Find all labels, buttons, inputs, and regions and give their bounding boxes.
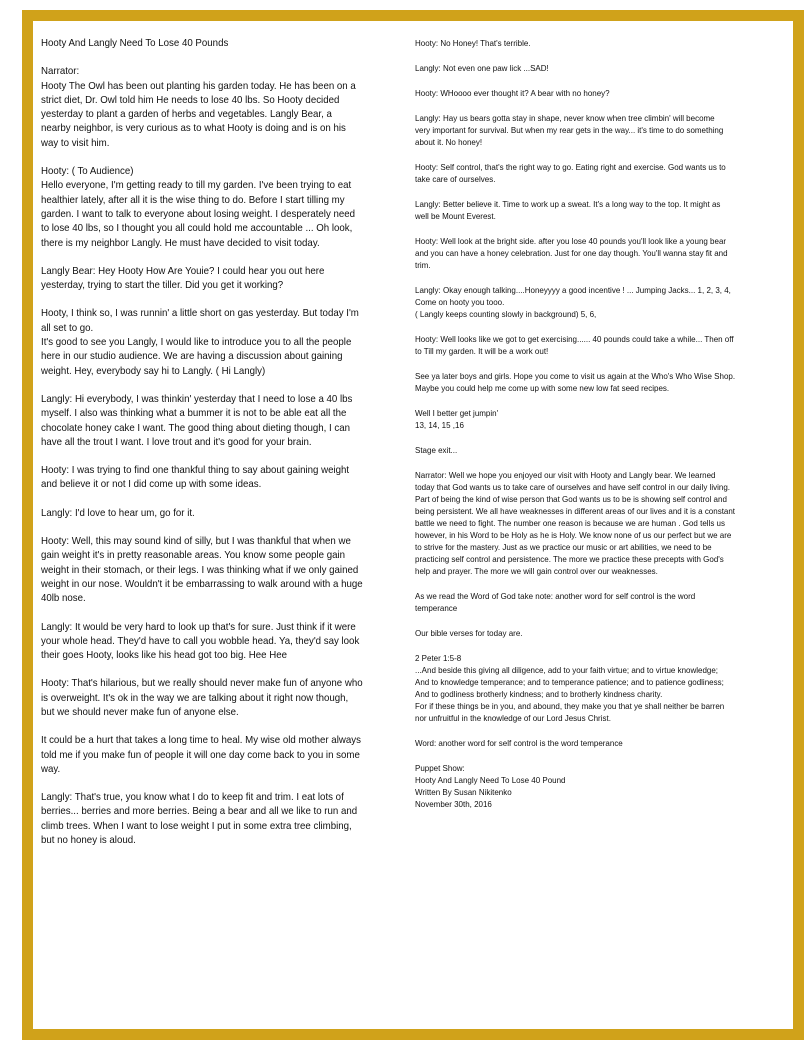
right-column <box>415 37 735 823</box>
script-title: Hooty And Langly Need To Lose 40 Pounds <box>41 38 229 49</box>
paragraph: Hooty: Self control, that's the right way to go. Eating right and exercise. God wants us to take care of ourselves. <box>415 162 726 184</box>
paragraph: Hooty: That's hilarious, but we really should never make fun of anyone who is overweight. It's ok in the way we are talking about it right now though, but we should never make fun of anyone else. <box>41 678 363 718</box>
paragraph: Well I better get jumpin' 13, 14, 15 ,16 <box>415 408 499 430</box>
left-column <box>41 37 364 862</box>
paragraph: Langly Bear: Hey Hooty How Are Youie? I could hear you out here yesterday, trying to start the tiller. Did you get it working? <box>41 265 325 292</box>
paragraph: Word: another word for self control is the word temperance <box>415 738 623 748</box>
paragraph: Our bible verses for today are. <box>415 628 523 638</box>
paragraph: Langly: That's true, you know what I do to keep fit and trim. I eat lots of berries... berries and more berries. Being a bear and all we like to run and climb trees. When I want to lose weight I put in some extra tree climbing, but no honey is aloud. <box>41 792 358 847</box>
paragraph: Langly: I'd love to hear um, go for it. <box>41 507 195 519</box>
paragraph: Stage exit... <box>415 445 458 455</box>
paragraph: Hooty: Well looks like we got to get exercising...... 40 pounds could take a while... Then off to Till my garden. It will be a work out! <box>415 334 734 356</box>
paragraph: Hooty, I think so, I was runnin' a little short on gas yesterday. But today I'm all set to go. It's good to see you Langly, I would like to introduce you to all the people here in our studio audience. We are having a discussion about gaining weight. Hey, everybody say hi to Langly. ( Hi Langly) <box>41 308 359 377</box>
paragraph: Langly: Okay enough talking....Honeyyyy a good incentive ! ... Jumping Jacks... 1, 2, 3, 4, Come on hooty you tooo. ( Langly keeps counting slowly in background) 5, 6, <box>415 285 731 319</box>
page-border-frame <box>22 10 804 1040</box>
paragraph: Langly: Hi everybody, I was thinkin' yesterday that I need to lose a 40 lbs myself. I also was thinking what a bummer it is not to be able eat all the chocolate honey cake I want. The good thing about dieting though, I can have all the trout I want. I love trout and it's good for your brain. <box>41 393 353 448</box>
paragraph: Hooty: Well, this may sound kind of silly, but I was thankful that when we gain weight it's in pretty reasonable areas. You know some people gain weight in their stomach, or their legs. I was thinking what if we only gained weight in our nose. Wouldn't it be embarrassing to walk around with a huge 40lb nose. <box>41 536 363 605</box>
paragraph: Hooty: WHoooo ever thought it? A bear with no honey? <box>415 88 610 98</box>
paragraph: It could be a hurt that takes a long time to heal. My wise old mother always told me if you make fun of people it will one day come back to you in some way. <box>41 735 361 775</box>
narrator-closing: Narrator: Well we hope you enjoyed our visit with Hooty and Langly bear. We learned today that God wants us to take care of ourselves and have self control in our daily living. Part of being the kind of wise person that God wants us to be is showing self control and being persistent. We all have weaknesses in different areas of our lives and it is a constant battle we need to fight. The number one reason is because we are human . God tells us however, in his Word to be Holy as he is Holy. We know none of us our perfect but we are to strive for the mastery. Just as we practice our music or art abilities, we need to be practicing self control and persistence. The more we practice these precepts with God's help and prayer. The more we will gain control over our weaknesses. <box>415 470 736 576</box>
paragraph: Hooty: Well look at the bright side. after you lose 40 pounds you'll look like a young bear and you can have a honey celebration. Just for one day though. You'll wanna stay fit and trim. <box>415 236 728 270</box>
paragraph: Hooty: ( To Audience) Hello everyone, I'm getting ready to till my garden. I've been trying to eat healthier lately, after all it is the wise thing to do. Before I start tilling my garden. I want to talk to everyone about losing weight. I desperately need to lose 40 lbs, so I thought you all could hold me accountable ... Oh look, there is my neighbor Langly. He must have decided to visit today. <box>41 166 356 249</box>
paragraph: Langly: Hay us bears gotta stay in shape, never know when tree climbin' will become very important for survival. But when my rear gets in the way... it's time to do something about it. No honey! <box>415 113 724 147</box>
paragraph: As we read the Word of God take note: another word for self control is the word temperance <box>415 591 696 613</box>
credits: Puppet Show: Hooty And Langly Need To Lose 40 Pound Written By Susan Nikitenko November 30th, 2016 <box>415 763 566 809</box>
paragraph: Langly: It would be very hard to look up that's for sure. Just think if it were your whole head. They'd have to call you wobble head. Ya, they'd say look their goes Hooty, looks like his head got too big. Hee Hee <box>41 621 360 662</box>
paragraph: See ya later boys and girls. Hope you come to visit us again at the Who's Who Wise Shop. Maybe you could help me come up with some new low fat seed recipes. <box>415 371 736 393</box>
bible-verses: 2 Peter 1:5-8 ...And beside this giving all diligence, add to your faith virtue; and to virtue knowledge; And to knowledge temperance; and to temperance patience; and to patience godliness; And to godliness brotherly kindness; and to brotherly kindness charity. For if these things be in you, and abound, they make you that ye shall neither be barren nor unfruitful in the knowledge of our Lord Jesus Christ. <box>415 653 725 723</box>
paragraph: Narrator: Hooty The Owl has been out planting his garden today. He has been on a strict diet, Dr. Owl told him He needs to lose 40 lbs. So Hooty decided yesterday to plant a garden of herbs and vegetables. Langly Bear, a nearby neighbor, is very curious as to what Hooty is doing and is on his way to visit him. <box>41 66 356 149</box>
paragraph: Hooty: No Honey! That's terrible. <box>415 38 531 48</box>
paragraph: Langly: Not even one paw lick ...SAD! <box>415 63 549 73</box>
paragraph: Langly: Better believe it. Time to work up a sweat. It's a long way to the top. It might as well be Mount Everest. <box>415 199 721 221</box>
paragraph: Hooty: I was trying to find one thankful thing to say about gaining weight and believe it or not I did come up with some ideas. <box>41 465 350 491</box>
